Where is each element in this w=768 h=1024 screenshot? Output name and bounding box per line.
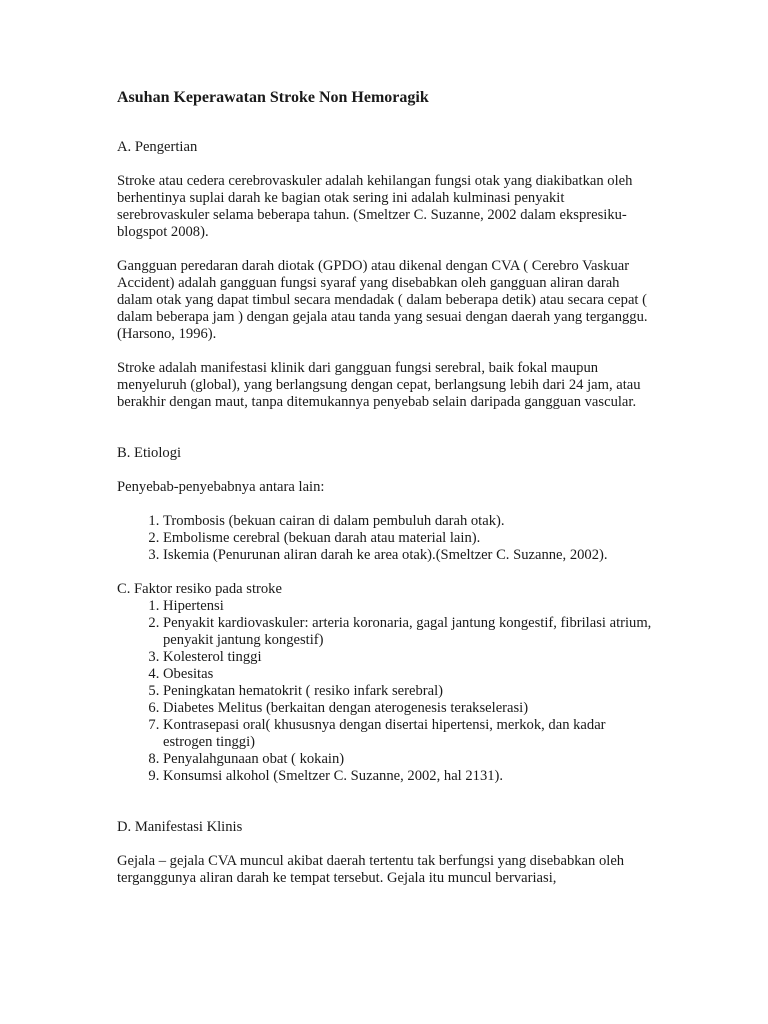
etiology-list [117, 513, 657, 564]
document-content [117, 88, 657, 904]
etiology-item: 2. Embolisme cerebral (bekuan darah atau material lain). [163, 530, 657, 547]
risk-factor-item: 3. Kolesterol tinggi [163, 649, 657, 666]
risk-factor-item: 7. Kontrasepasi oral( khususnya dengan disertai hipertensi, merkok, dan kadar estrogen tinggi) [163, 717, 657, 751]
section-a-paragraph-2: Gangguan peredaran darah diotak (GPDO) atau dikenal dengan CVA ( Cerebro Vaskuar Accident) adalah gangguan fungsi syaraf yang disebabkan oleh gangguan aliran darah dalam otak yang dapat timbul secara mendadak ( dalam beberapa detik) atau secara cepat ( dalam beberapa jam ) dengan gejala atau tanda yang sesuai dengan daerah yang terganggu.(Harsono, 1996). [117, 258, 648, 342]
section-spacer [117, 428, 657, 445]
etiology-item: 3. Iskemia (Penurunan aliran darah ke area otak).(Smeltzer C. Suzanne, 2002). [163, 547, 657, 564]
section-spacer [117, 802, 657, 819]
section-a-paragraph-3: Stroke adalah manifestasi klinik dari gangguan fungsi serebral, baik fokal maupun menyeluruh (global), yang berlangsung dengan cepat, berlangsung lebih dari 24 jam, atau berakhir dengan maut, tanpa ditemukannya penyebab selain daripada gangguan vascular. [117, 360, 641, 410]
section-b-heading: B. Etiologi [117, 445, 182, 461]
risk-factor-item: 8. Penyalahgunaan obat ( kokain) [163, 751, 657, 768]
risk-factor-item: 9. Konsumsi alkohol (Smeltzer C. Suzanne, 2002, hal 2131). [163, 768, 657, 785]
document-title: Asuhan Keperawatan Stroke Non Hemoragik [117, 89, 429, 106]
risk-factor-item: 5. Peningkatan hematokrit ( resiko infark serebral) [163, 683, 657, 700]
section-b-intro: Penyebab-penyebabnya antara lain: [117, 479, 325, 495]
risk-factor-item: 2. Penyakit kardiovaskuler: arteria koronaria, gagal jantung kongestif, fibrilasi atrium, penyakit jantung kongestif) [163, 615, 657, 649]
risk-factor-list [117, 598, 657, 785]
section-d-paragraph: Gejala – gejala CVA muncul akibat daerah tertentu tak berfungsi yang disebabkan oleh terganggunya aliran darah ke tempat tersebut. Gejala itu muncul bervariasi, [117, 853, 625, 886]
section-d-heading: D. Manifestasi Klinis [117, 819, 243, 835]
section-a-heading: A. Pengertian [117, 139, 198, 155]
etiology-item: 1. Trombosis (bekuan cairan di dalam pembuluh darah otak). [163, 513, 657, 530]
risk-factor-item: 1. Hipertensi [163, 598, 657, 615]
risk-factor-item: 4. Obesitas [163, 666, 657, 683]
section-c-heading: C. Faktor resiko pada stroke [117, 581, 282, 597]
risk-factor-item: 6. Diabetes Melitus (berkaitan dengan aterogenesis terakselerasi) [163, 700, 657, 717]
section-a-paragraph-1: Stroke atau cedera cerebrovaskuler adalah kehilangan fungsi otak yang diakibatkan oleh berhentinya suplai darah ke bagian otak sering ini adalah kulminasi penyakit serebrovaskuler selama beberapa tahun. (Smeltzer C. Suzanne, 2002 dalam ekspresiku-blogspot 2008). [117, 173, 633, 240]
